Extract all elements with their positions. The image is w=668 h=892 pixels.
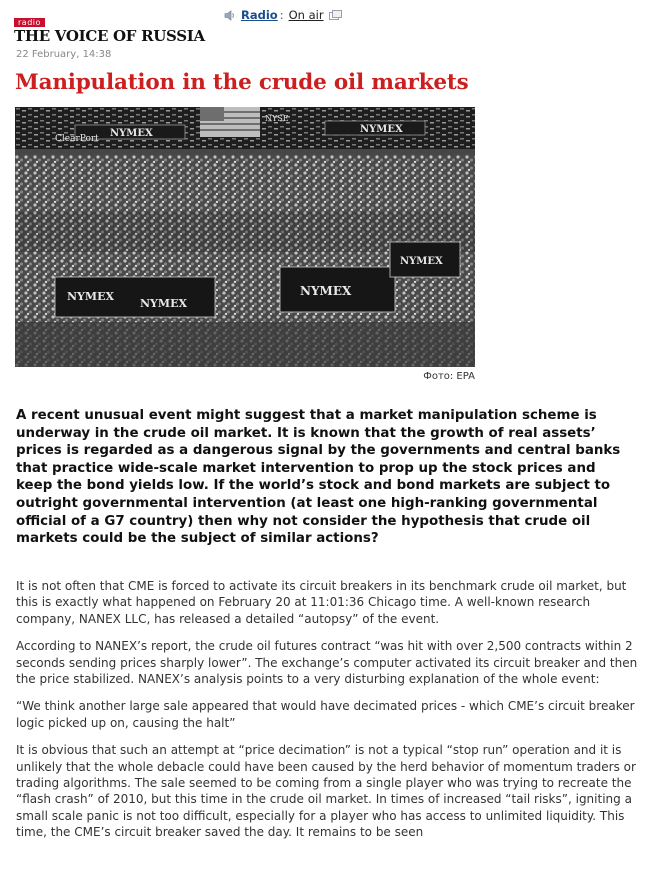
publish-date: 22 February, 14:38 — [16, 49, 112, 60]
photo-caption: Фото: EPA — [423, 371, 475, 382]
article-title: Manipulation in the crude oil markets — [15, 70, 469, 95]
on-air-link[interactable]: On air — [288, 8, 324, 22]
photo-sign-4: NYMEX — [140, 297, 188, 310]
article-paragraph: It is not often that CME is forced to activate its circuit breakers in its benchmark crude oil market, but this is exactly what happened on February 20 at 11:01:36 Chicago time. A well-known research company, NANEX LLC, has released a detailed “autopsy” of the event. — [16, 579, 627, 626]
radio-bar: Radio : On air — [224, 8, 342, 22]
radio-link[interactable]: Radio — [241, 8, 278, 22]
photo-sign-clearport: ClearPort — [55, 134, 99, 144]
photo-sign-2: NYMEX — [360, 124, 403, 135]
speaker-icon[interactable] — [224, 10, 236, 21]
popup-window-icon[interactable] — [329, 10, 342, 21]
logo-badge: radio — [14, 18, 45, 27]
photo-sign-6: NYMEX — [400, 256, 443, 267]
photo-sign-5: NYMEX — [300, 284, 352, 298]
photo-sign-nyse: NYSE — [265, 114, 289, 123]
photo-sign-3: NYMEX — [67, 290, 115, 303]
article-paragraph: It is obvious that such an attempt at “price decimation” is not a typical “stop run” operation and it is unlikely that the whole debacle could have been caused by the herd behavior of momentum traders or trading algorithms. The sale seemed to be coming from a single player who was trying to recreate the “flash crash” of 2010, but this time in the crude oil market. In times of increased “tail risks”, igniting a small scale panic is not too difficult, especially for a player who has access to unlimited liquidity. This time, the CME’s circuit breaker saved the day. It remains to be seen — [16, 743, 636, 840]
photo-sign-1: NYMEX — [110, 128, 153, 139]
article-photo — [15, 107, 475, 367]
site-logo[interactable] — [14, 10, 205, 44]
article-lead: A recent unusual event might suggest that a market manipulation scheme is underway in the crude oil market. It is known that the growth of real assets’ prices is regarded as a dangerous signal by the governments and central banks that practice wide-scale market intervention to prop up the stock prices and keep the bond yields low. If the world’s stock and bond markets are subject to outright governmental intervention (at least one high-ranking governmental official of a G7 country) then why not consider the hypothesis that crude oil markets could be the subject of similar actions? — [16, 408, 621, 547]
article-quote: “We think another large sale appeared that would have decimated prices - which CME’s circuit breaker logic picked up on, causing the halt” — [16, 699, 635, 730]
article-body — [16, 578, 646, 852]
article-paragraph: According to NANEX’s report, the crude oil futures contract “was hit with over 2,500 contracts within 2 seconds sending prices sharply lower”. The exchange’s computer activated its circuit breaker and then the price stabilized. NANEX’s analysis points to a very disturbing explanation of the whole event: — [16, 639, 638, 687]
logo-name: THE VOICE OF RUSSIA — [14, 27, 205, 45]
